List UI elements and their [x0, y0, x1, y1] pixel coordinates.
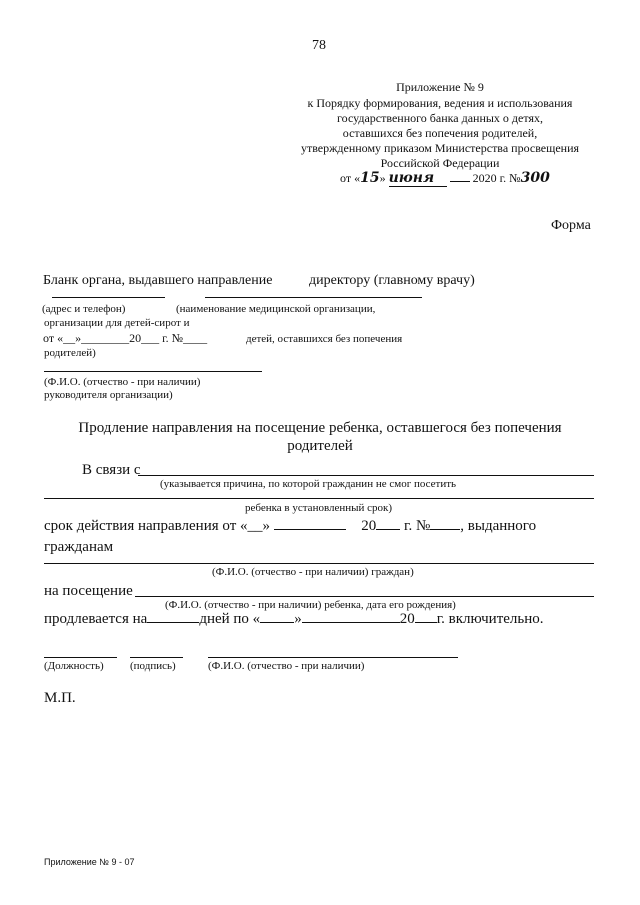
address-label: (адрес и телефон) [42, 303, 126, 315]
form-label: Форма [551, 218, 591, 233]
med-org-label: (наименование медицинской организации, [176, 303, 376, 315]
appendix-line: оставшихся без попечения родителей, [342, 126, 538, 140]
sign-underline [130, 657, 183, 658]
extended-text [44, 611, 544, 628]
director-underline [205, 297, 422, 298]
validity-number: г. № [404, 518, 431, 534]
validity-text [44, 518, 536, 535]
appendix-line: утвержденному приказом Министерства просвещения [300, 141, 580, 155]
reason-hint: (указывается причина, по которой гражданин не смог посетить [160, 478, 457, 490]
appendix-line: к Порядку формирования, ведения и использования [307, 96, 573, 110]
date-prefix: от « [340, 171, 361, 185]
citizens-label: гражданам [44, 539, 114, 555]
document-title: Продление направления на посещение ребенка, оставшегося без попечения [78, 420, 562, 436]
parents-label: родителей) [44, 347, 96, 359]
stamp-label: М.П. [44, 690, 76, 706]
date-year: 2020 г. № [472, 171, 521, 185]
validity-year: 20 [361, 518, 377, 534]
appendix-date [340, 170, 550, 187]
due-to-label: В связи с [82, 462, 141, 478]
validity-from: срок действия направления от «__» [44, 518, 270, 534]
children-label: детей, оставшихся без попечения [246, 333, 403, 345]
page-number: 78 [312, 38, 326, 53]
fio-sign-underline [208, 657, 458, 658]
head-label: руководителя организации) [44, 389, 173, 401]
org-children-label: организации для детей-сирот и [44, 317, 190, 329]
signature-fio-label: (Ф.И.О. (отчество - при наличии) [208, 660, 365, 672]
blank-underline [52, 297, 165, 298]
visit-underline [135, 596, 594, 597]
reason-underline-2 [44, 498, 594, 499]
date-number: 300 [520, 170, 550, 186]
sign-label: (подпись) [130, 660, 176, 672]
reason-hint-2: ребенка в установленный срок) [245, 502, 393, 514]
visit-label: на посещение [44, 583, 133, 599]
validity-issued: , выданного [460, 518, 537, 534]
reason-underline [138, 475, 594, 476]
citizens-hint: (Ф.И.О. (отчество - при наличии) граждан) [212, 566, 414, 578]
date-day: 15 [360, 170, 380, 186]
appendix-title: Приложение № 9 [396, 80, 484, 94]
quote-close: » [294, 611, 302, 627]
citizens-underline [44, 563, 594, 564]
footer-note: Приложение № 9 - 07 [44, 857, 135, 867]
extended-year: 20 [399, 611, 415, 627]
date-number-line: от «__»________20___ г. №____ [43, 331, 208, 345]
position-underline [44, 657, 117, 658]
date-mid: » [379, 171, 386, 185]
extended-label: продлевается на [44, 611, 148, 627]
days-label: дней по « [199, 611, 261, 627]
blank-title: Бланк органа, выдавшего направление [43, 273, 273, 288]
visit-hint: (Ф.И.О. (отчество - при наличии) ребенка, дата его рождения) [165, 599, 456, 611]
fio-underline [44, 371, 262, 372]
appendix-line: Российской Федерации [380, 156, 500, 170]
date-month: июня [389, 170, 447, 187]
document-title-cont: родителей [287, 438, 353, 454]
fio-label: (Ф.И.О. (отчество - при наличии) [44, 376, 201, 388]
appendix-line: государственного банка данных о детях, [337, 111, 543, 125]
inclusive-label: г. включительно. [436, 611, 544, 627]
position-label: (Должность) [44, 660, 104, 672]
director-title: директору (главному врачу) [309, 273, 475, 288]
